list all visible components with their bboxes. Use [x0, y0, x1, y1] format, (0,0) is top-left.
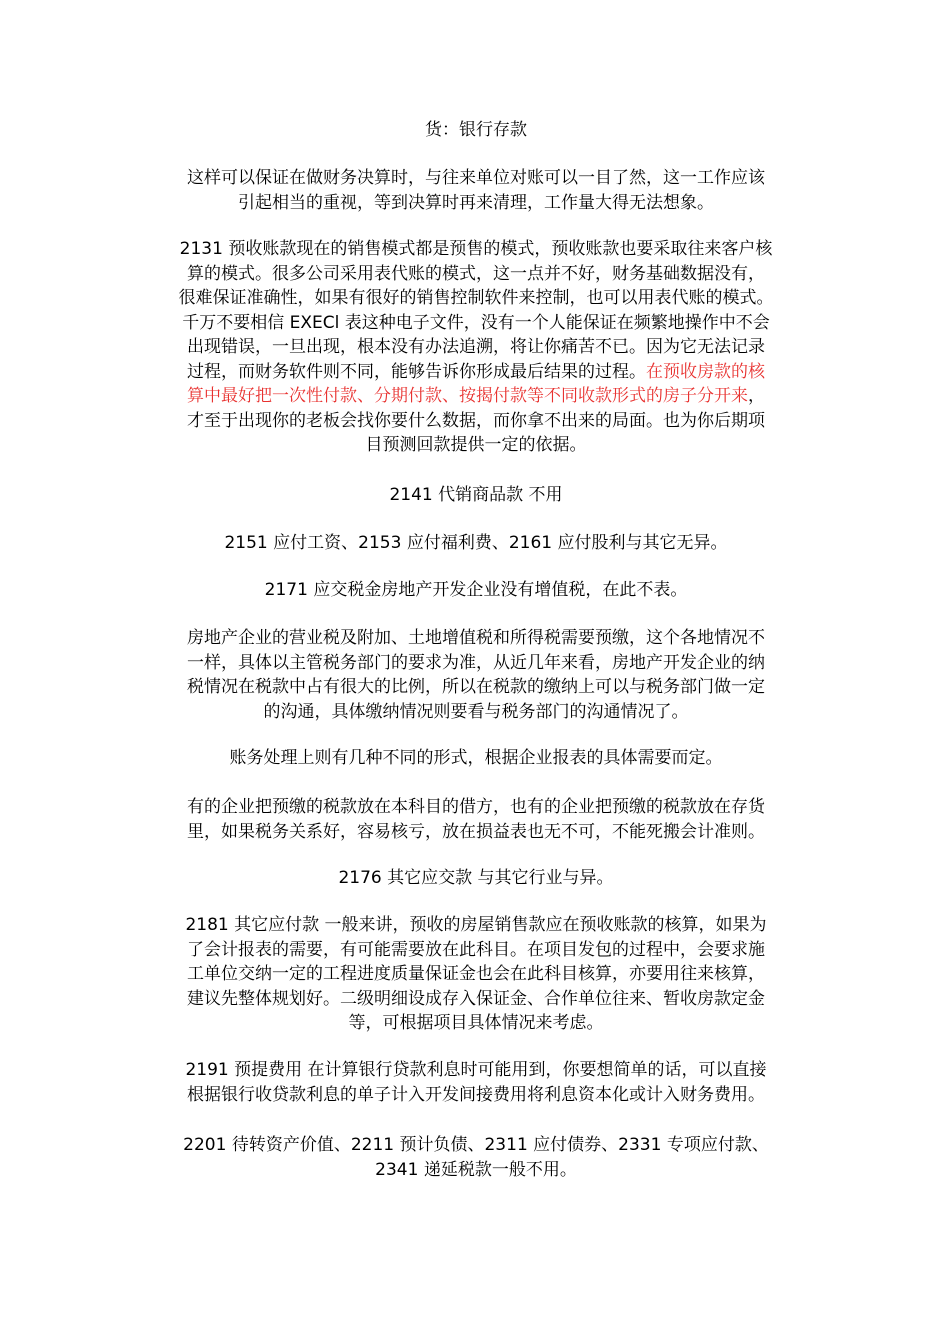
paragraph-2181: [140, 913, 812, 1036]
text-line: 2151 应付工资、2153 应付福利费、2161 应付股利与其它无异。: [224, 533, 728, 553]
text-line: 2141 代销商品款 不用: [389, 485, 563, 505]
plain-text: ，: [748, 386, 765, 406]
text-line: 目预测回款提供一定的依据。: [365, 435, 587, 455]
highlighted-text: 在预收房款的核: [646, 361, 765, 382]
text-line: 2201 待转资产价值、2211 预计负债、2311 应付债券、2331 专项应付款、: [183, 1135, 769, 1155]
paragraph-real-estate-tax: [140, 626, 812, 724]
highlighted-text: 算中最好把一次性付款、分期付款、按揭付款等不同收款形式的房子分开来: [187, 386, 748, 406]
text-line: 工单位交纳一定的工程进度质量保证金也会在此科目核算，亦要用往来核算，: [187, 964, 765, 984]
text-line: 等，可根据项目具体情况来考虑。: [348, 1013, 604, 1033]
text-line: 千万不要相信 EXECl 表这种电子文件，没有一个人能保证在频繁地操作中不会: [182, 312, 770, 333]
paragraph-2151: [140, 531, 812, 556]
text-line-mixed: [140, 360, 812, 385]
text-line: 有的企业把预缴的税款放在本科目的借方，也有的企业把预缴的税款放在存货: [187, 797, 765, 817]
text-line: 2131 预收账款现在的销售模式都是预售的模式，预收账款也要采取往来客户核: [179, 239, 773, 259]
text-line: 出现错误，一旦出现，根本没有办法追溯，将让你痛苦不已。因为它无法记录: [187, 337, 765, 357]
paragraph-prepaid-tax: [140, 795, 812, 844]
text-line: 税情况在税款中占有很大的比例，所以在税款的缴纳上可以与税务部门做一定: [187, 677, 765, 697]
paragraph-accounting-forms: [140, 746, 812, 771]
text-line: 建议先整体规划好。二级明细设成存入保证金、合作单位往来、暂收房款定金: [187, 988, 765, 1009]
text-line: 引起相当的重视，等到决算时再来清理，工作量大得无法想象。: [238, 192, 714, 213]
text-line: 一样，具体以主管税务部门的要求为准，从近几年来看，房地产开发企业的纳: [187, 652, 765, 673]
text-line: 货：银行存款: [425, 120, 527, 140]
paragraph-credit-bank-deposit: [140, 118, 812, 143]
paragraph-2191: [140, 1058, 812, 1107]
text-line: 里，如果税务关系好，容易核亏，放在损益表也无不可，不能死搬会计准则。: [187, 821, 765, 842]
text-line: 根据银行收贷款利息的单子计入开发间接费用将利息资本化或计入财务费用。: [187, 1084, 765, 1105]
plain-text: 过程，而财务软件则不同，能够告诉你形成最后结果的过程。: [187, 361, 646, 382]
text-line: 的沟通，具体缴纳情况则要看与税务部门的沟通情况了。: [263, 701, 689, 722]
paragraph-2176: [140, 866, 812, 891]
text-line: 很难保证准确性，如果有很好的销售控制软件来控制，也可以用表代账的模式。: [178, 288, 774, 308]
text-line-mixed: [140, 384, 812, 409]
text-line: 了会计报表的需要，有可能需要放在此科目。在项目发包的过程中，会要求施: [187, 939, 765, 960]
text-line: 2341 递延税款一般不用。: [375, 1159, 577, 1180]
paragraph-2201: [140, 1133, 812, 1182]
paragraph-2171: [140, 578, 812, 603]
text-line: 房地产企业的营业税及附加、土地增值税和所得税需要预缴，这个各地情况不: [187, 628, 765, 648]
text-line: 算的模式。很多公司采用表代账的模式，这一点并不好，财务基础数据没有，: [187, 263, 765, 284]
paragraph-reconciliation: [140, 166, 812, 215]
paragraph-2141: [140, 483, 812, 508]
text-line: 2191 预提费用 在计算银行贷款利息时可能用到，你要想简单的话，可以直接: [185, 1060, 767, 1080]
text-line: 账务处理上则有几种不同的形式，根据企业报表的具体需要而定。: [229, 748, 723, 768]
text-line: 才至于出现你的老板会找你要什么数据，而你拿不出来的局面。也为你后期项: [187, 410, 765, 431]
text-line: 2171 应交税金房地产开发企业没有增值税，在此不表。: [264, 580, 688, 600]
paragraph-2131-advance-receipts: [140, 237, 812, 458]
text-line: 2181 其它应付款 一般来讲，预收的房屋销售款应在预收账款的核算，如果为: [185, 915, 767, 935]
text-line: 这样可以保证在做财务决算时，与往来单位对账可以一目了然，这一工作应该: [187, 168, 765, 188]
text-line: 2176 其它应交款 与其它行业与异。: [338, 868, 614, 888]
